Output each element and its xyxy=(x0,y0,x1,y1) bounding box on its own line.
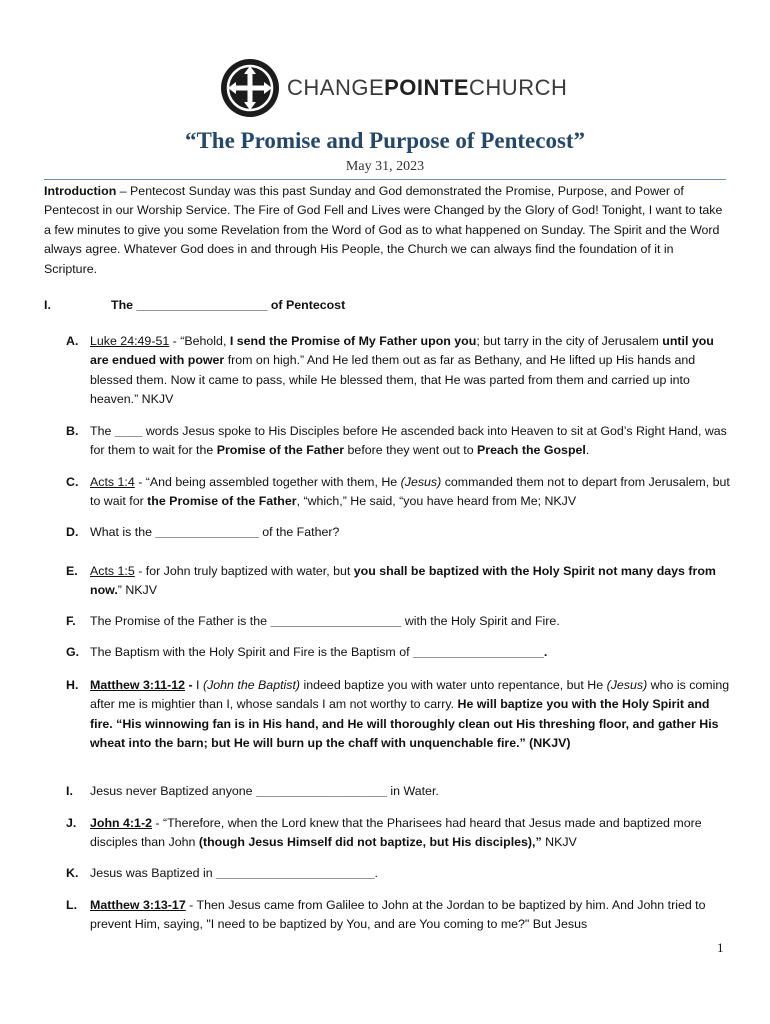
section-heading: I. The ___________________ of Pentecost xyxy=(44,298,346,312)
sermon-title: “The Promise and Purpose of Pentecost” xyxy=(184,128,586,153)
title-divider xyxy=(44,179,726,180)
sermon-date: May 31, 2023 xyxy=(345,159,425,174)
church-logo xyxy=(219,56,567,120)
logo-wordmark: CHANGEPOINTECHURCH xyxy=(287,75,568,100)
document-page: CHANGEPOINTECHURCH “The Promise and Purpose of Pentecost” May 31, 2023 Introduction – Pentecost Sunday was this past Sunday and God demonstrated the Promise, Purpose, and Power of Pentecost in our Worship Service. The Fire of God Fell and Lives were Changed by the Glory of God! Tonight, I want to take a few minutes to give you some Revelation from the Word of God as to what happened on Sunday. The Spirit and the Word always agree. Whatever God does in and through His People, the Church we can always find the foundation of it in Scripture. I. The ___________________ of Pentecost A. Luke 24:49-51 - “Behold, I send the Promise of My Father upon you; but tarry in the city of Jerusalem until you are endued with power from on high.” And He led them out as far as Bethany, and He lifted up His hands and blessed them. Now it came to pass, while He blessed them, that He was parted from them and carried up into heaven.” NKJV B. The ____ words Jesus spoke to His Disciples before He ascended back into Heaven to sit at God’s Right Hand, was for them to wait for the Promise of the Father before they went out to Preach the Gospel. C. Acts 1:4 - “And being assembled together with them, He (Jesus) commanded them not to depart from Jerusalem, but to wait for the Promise of the Father, “which,” He said, “you have heard from Me; NKJV D. What is the _______________ of the Father? E. Acts 1:5 - for John truly baptized with water, but you shall be baptized with the Holy Spirit not many days from now.” NKJV F. The Promise of the Father is the ___________________ with the Holy Spirit and Fire. G. The Baptism with the Holy Spirit and Fire is the Baptism of ___________________. H. Matthew 3:11-12 - I (John the Baptist) indeed baptize you with water unto repentance, but He (Jesus) who is coming after me is mightier than I, whose sandals I am not worthy to carry. He will baptize you with the Holy Spirit and fire. “His winnowing fan is in His hand, and He will thoroughly clean out His threshing floor, and gather His wheat into the barn; but He will burn up the chaff with unquenchable fire.” (NKJV) I. Jesus never Baptized anyone ___________________ in Water. J. John 4:1-2 - “Therefore, when the Lord knew that the Pharisees had heard that Jesus made and baptized more disciples than John (though Jesus Himself did not baptize, but His disciples),” NKJV K. Jesus was Baptized in _______________________. L. Matthew 3:13-17 - Then Jesus came from Galilee to John at the Jordan to be baptized by him. And John tried to prevent Him, saying, "I need to be baptized by You, and are You coming to me?" But Jesus 1 xyxy=(0,0,770,1024)
introduction-paragraph: Introduction – Pentecost Sunday was this past Sunday and God demonstrated the Promise, Purpose, and Power of Pentecost in our Worship Service. The Fire of God Fell and Lives were Changed by the Glory of God! Tonight, I want to take a few minutes to give you some Revelation from the Word of God as to what happened on Sunday. The Spirit and the Word always agree. Whatever God does in and through His People, the Church we can always find the foundation of it in Scripture. xyxy=(44,184,723,276)
compass-cross-icon xyxy=(219,57,281,119)
page-number: 1 xyxy=(717,940,724,955)
